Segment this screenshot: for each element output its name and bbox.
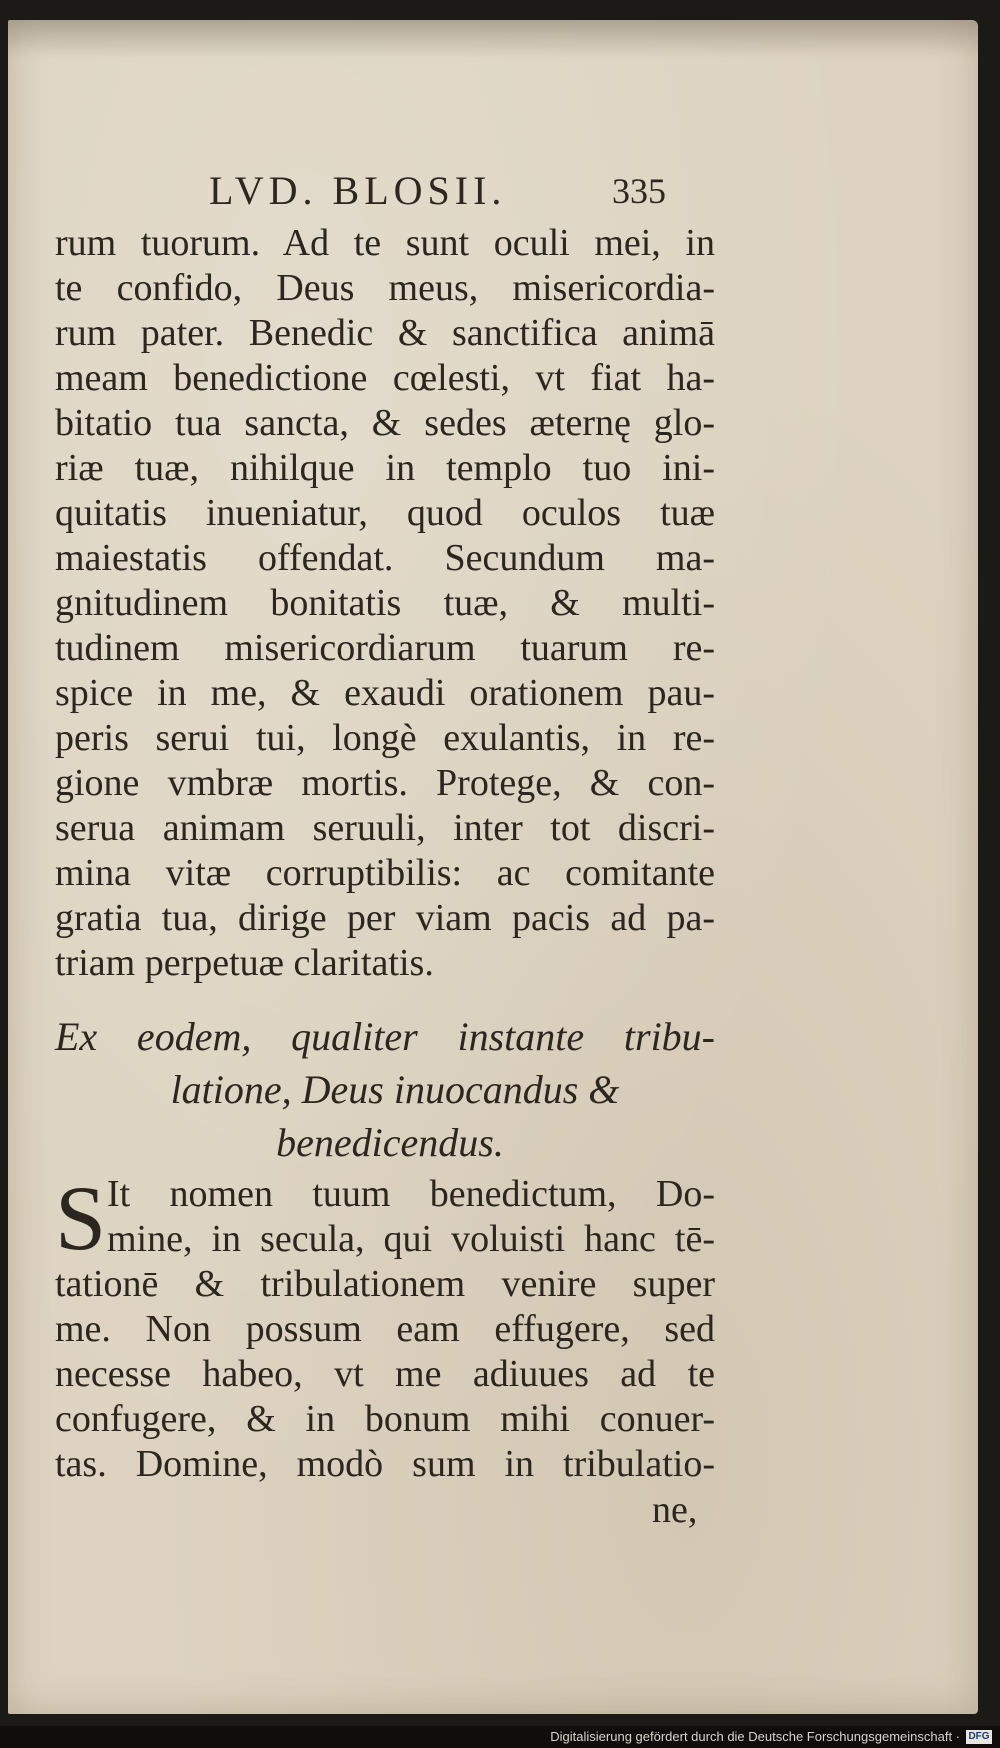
running-head: LVD. BLOSII. — [209, 168, 507, 213]
dfg-logo-icon: DFG — [966, 1730, 992, 1744]
text-line: maiestatis offendat. Secundum ma- — [55, 537, 715, 579]
text-line: bitatio tua sancta, & sedes æternę glo- — [55, 402, 715, 444]
text-line: mina vitæ corruptibilis: ac comitante — [55, 852, 715, 894]
text-line: tationē & tribulationem venire super — [55, 1263, 715, 1305]
text-line: peris serui tui, longè exulantis, in re- — [55, 717, 715, 759]
text-line: mine, in secula, qui voluisti hanc tē- — [107, 1218, 715, 1260]
text-line: tas. Domine, modò sum in tribulatio- — [55, 1443, 715, 1485]
heading-line: latione, Deus inuocandus & — [170, 1067, 620, 1112]
text-line: te confido, Deus meus, misericordia- — [55, 267, 715, 309]
text-line: meam benedictione cœlesti, vt fiat ha- — [55, 357, 715, 399]
text-line: riæ tuæ, nihilque in templo tuo ini- — [55, 447, 715, 489]
text-line: confugere, & in bonum mihi conuer- — [55, 1398, 715, 1440]
page-number: 335 — [612, 171, 666, 211]
text-line: gratia tua, dirige per viam pacis ad pa- — [55, 897, 715, 939]
catchword: ne, — [652, 1489, 698, 1531]
text-line-last: triam perpetuæ claritatis. — [55, 942, 434, 984]
body-text — [55, 221, 715, 986]
text-line: rum pater. Benedic & sanctifica animā — [55, 312, 715, 354]
text-line: serua animam seruuli, inter tot discri- — [55, 807, 715, 849]
text-line: rum tuorum. Ad te sunt oculi mei, in — [55, 222, 715, 264]
text-line: tudinem misericordiarum tuarum re- — [55, 627, 715, 669]
text-line: gione vmbræ mortis. Protege, & con- — [55, 762, 715, 804]
text-line: It nomen tuum benedictum, Do- — [107, 1173, 715, 1215]
digitization-footer — [0, 1726, 1000, 1748]
page-edge-shadow — [8, 20, 978, 58]
section-heading — [55, 1010, 715, 1169]
text-line: gnitudinem bonitatis tuæ, & multi- — [55, 582, 715, 624]
text-line: quitatis inueniatur, quod oculos tuæ — [55, 492, 715, 534]
text-line: necesse habeo, vt me adiuues ad te — [55, 1353, 715, 1395]
heading-line: benedicendus. — [276, 1120, 504, 1165]
drop-cap-initial: S — [55, 1167, 107, 1269]
funding-credit: Digitalisierung gefördert durch die Deutsche Forschungsgemeinschaft · — [550, 1729, 960, 1744]
text-line: spice in me, & exaudi orationem pau- — [55, 672, 715, 714]
text-line: me. Non possum eam effugere, sed — [55, 1308, 715, 1350]
heading-line: Ex eodem, qualiter instante tribu- — [55, 1014, 715, 1059]
prayer-text — [55, 1167, 715, 1487]
